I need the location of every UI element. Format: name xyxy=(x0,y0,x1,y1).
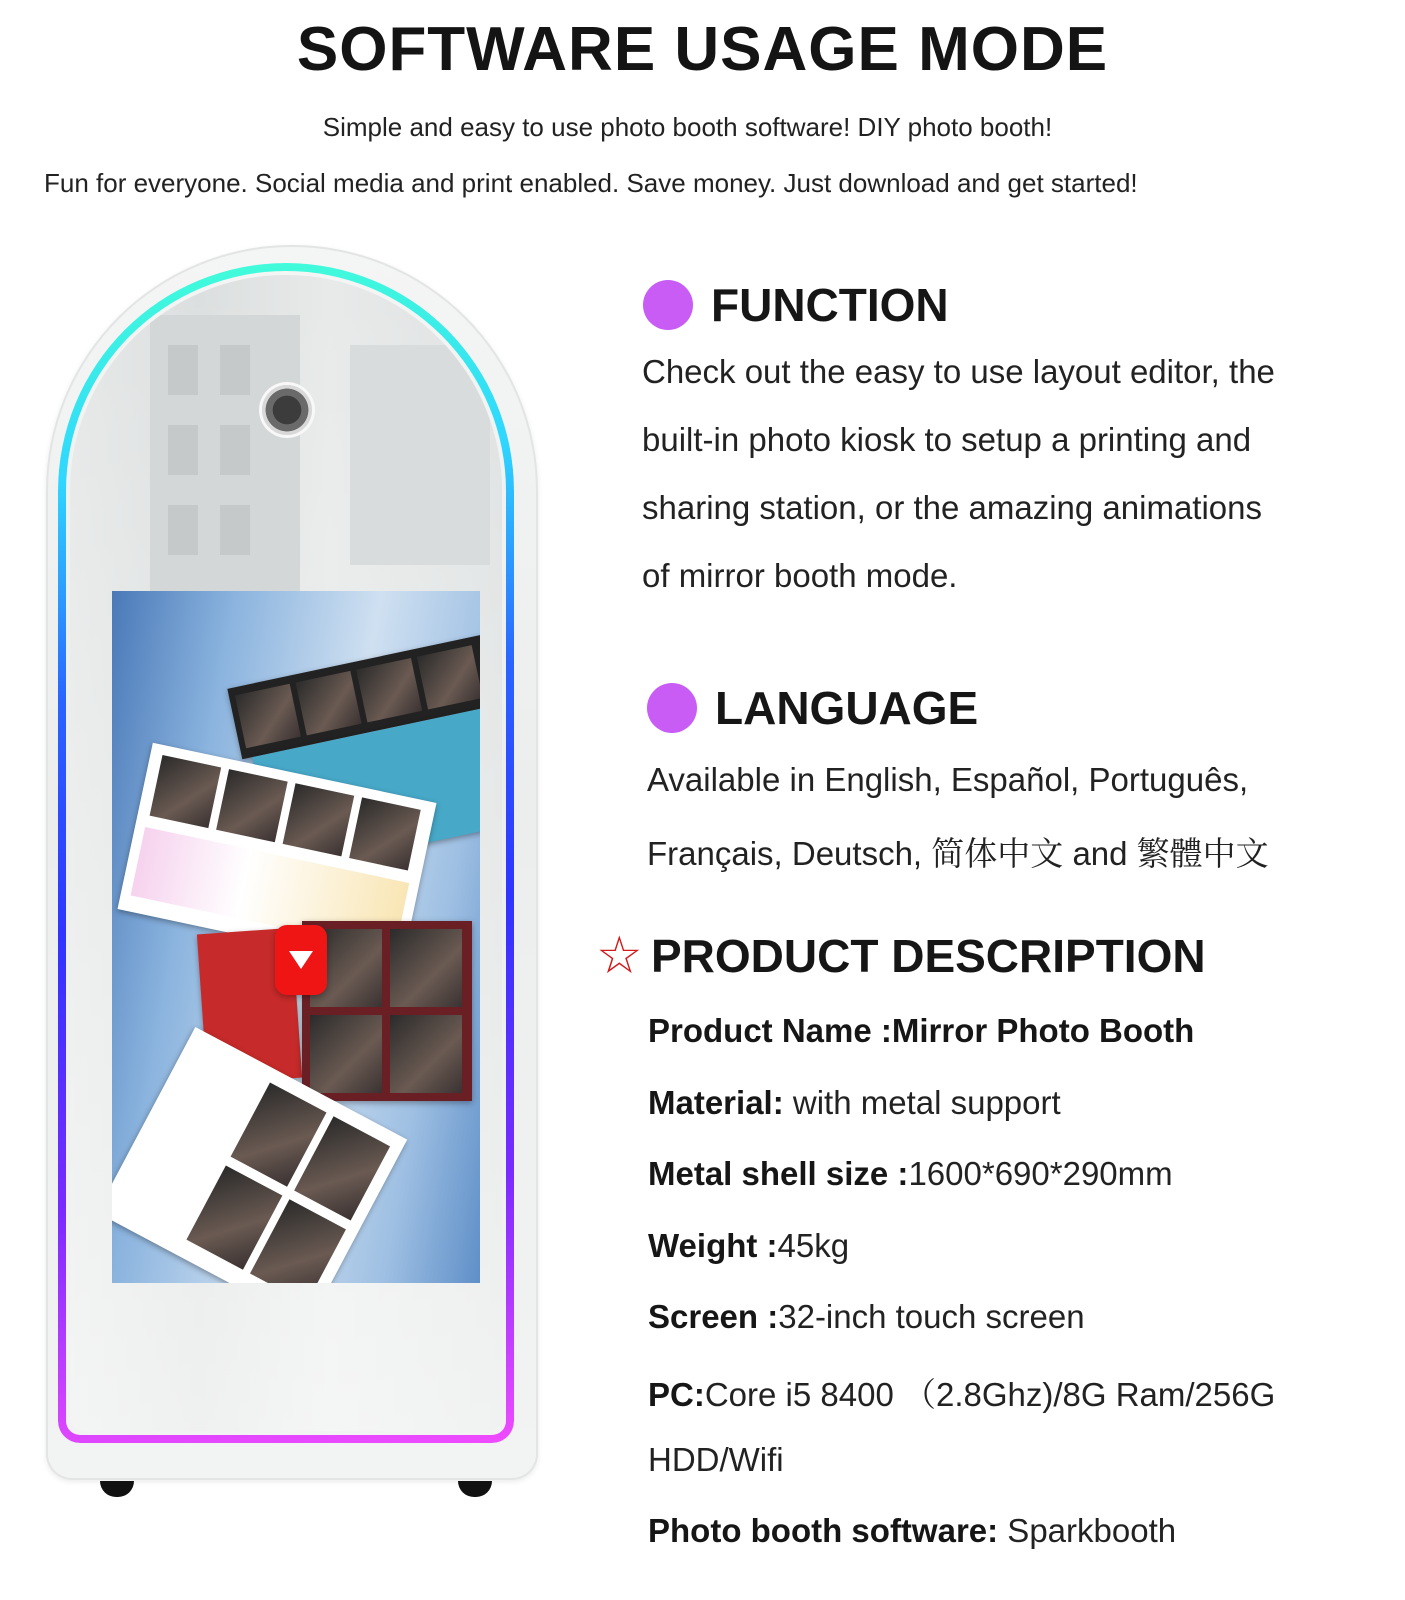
building-reflection xyxy=(350,345,490,565)
function-text-line: of mirror booth mode. xyxy=(642,557,958,594)
subtitle-line-2: Fun for everyone. Social media and print enabled. Save money. Just download and get started! xyxy=(44,168,1138,198)
collage-card xyxy=(302,921,472,1101)
function-bullet-icon xyxy=(643,280,693,330)
function-text-line: Check out the easy to use layout editor, the xyxy=(642,353,1275,390)
spec-pc-continued: HDD/Wifi xyxy=(648,1441,784,1478)
language-bullet-icon xyxy=(647,683,697,733)
photo-thumb xyxy=(349,797,421,870)
function-heading: FUNCTION xyxy=(711,279,949,331)
spec-pc: PC:Core i5 8400 （2.8Ghz)/8G Ram/256G xyxy=(648,1376,1276,1413)
photo-thumb xyxy=(390,1015,462,1093)
window-reflection xyxy=(220,345,250,395)
language-text-line: Français, Deutsch, 简体中文 and 繁體中文 xyxy=(647,835,1269,872)
photo-thumb xyxy=(235,684,301,748)
spec-software: Photo booth software: Sparkbooth xyxy=(648,1512,1177,1549)
spec-shell-size: Metal shell size :1600*690*290mm xyxy=(648,1155,1173,1192)
photo-thumb xyxy=(390,929,462,1007)
photo-thumb xyxy=(310,1015,382,1093)
camera-lens-icon xyxy=(262,385,312,435)
photo-thumb xyxy=(296,671,362,735)
subtitle-line-1: Simple and easy to use photo booth software! DIY photo booth! xyxy=(322,112,1053,142)
window-reflection xyxy=(168,425,198,475)
play-down-icon xyxy=(275,925,327,995)
booth-foot xyxy=(100,1481,134,1497)
photo-thumb xyxy=(283,783,355,856)
photo-thumb xyxy=(417,645,480,709)
star-outline-icon: ☆ xyxy=(596,927,643,985)
photo-thumb xyxy=(356,658,422,722)
spec-screen: Screen :32-inch touch screen xyxy=(648,1298,1085,1335)
photo-thumb xyxy=(150,755,222,828)
language-heading: LANGUAGE xyxy=(715,682,979,734)
mirror-booth-image xyxy=(40,245,545,1505)
window-reflection xyxy=(168,345,198,395)
product-description-heading: PRODUCT DESCRIPTION xyxy=(651,930,1206,982)
window-reflection xyxy=(168,505,198,555)
page-title: SOFTWARE USAGE MODE xyxy=(296,15,1109,84)
booth-screen xyxy=(112,591,480,1283)
language-text-line: Available in English, Español, Português, xyxy=(647,761,1249,798)
photo-thumb xyxy=(216,769,288,842)
spec-weight: Weight :45kg xyxy=(648,1227,850,1264)
window-reflection xyxy=(220,425,250,475)
booth-foot xyxy=(458,1481,492,1497)
spec-material: Material: with metal support xyxy=(648,1084,1061,1121)
function-text-line: built-in photo kiosk to setup a printing and xyxy=(642,421,1252,458)
function-text-line: sharing station, or the amazing animations xyxy=(642,489,1263,526)
spec-product-name: Product Name :Mirror Photo Booth xyxy=(648,1012,1195,1049)
window-reflection xyxy=(220,505,250,555)
